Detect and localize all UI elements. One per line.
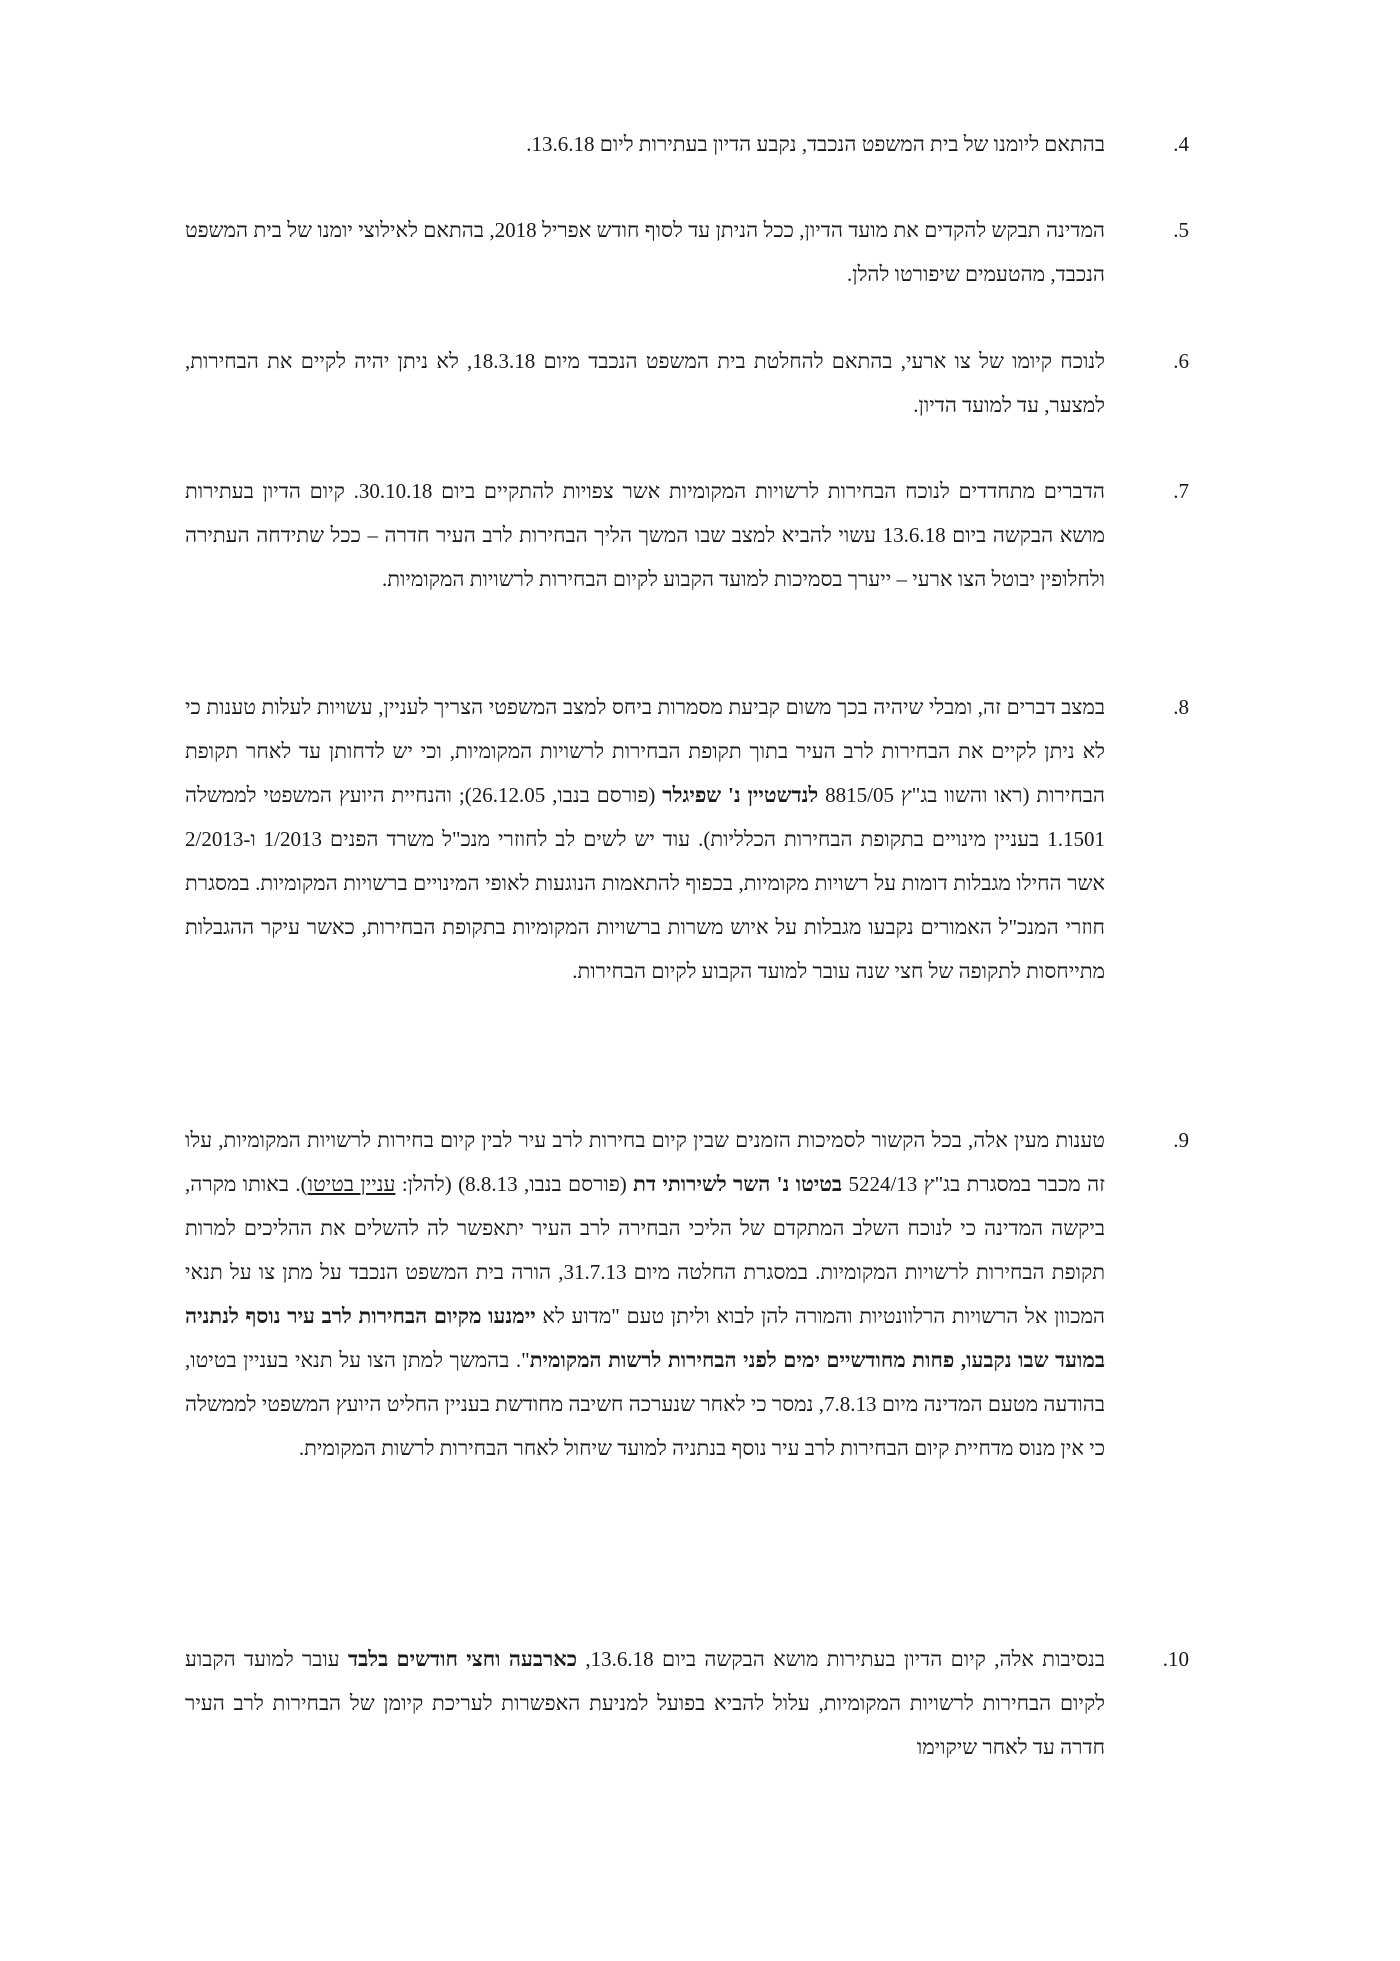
paragraph-text: הדברים מתחדדים לנוכח הבחירות לרשויות המקומיות אשר צפויות להתקיים ביום 30.10.18. קיום הדיון בעתירות מושא הבקשה ביום 13.6.18 עשוי להביא למצב שבו המשך הליך הבחירות לרב העיר חדרה – ככל שתידחה העתירה ולחלופין יבוטל הצו ארעי – ייערך בסמיכות למועד הקבוע לקיום הבחירות לרשויות המקומיות. <box>185 479 1105 591</box>
case-name: בטיטו נ' השר לשירותי דת <box>633 1172 843 1196</box>
paragraph-text: בנסיבות אלה, קיום הדיון בעתירות מושא הבקשה ביום 13.6.18, כארבעה וחצי חודשים בלבד עובר למועד הקבוע לקיום הבחירות לרשויות המקומיות, עלול להביא בפועל למניעת האפשרות לעריכת קיומן של הבחירות לרב העיר חדרה עד לאחר שיקוימו <box>185 1647 1106 1759</box>
court-order-quote: יימנעו מקיום הבחירות לרב עיר נוסף לנתניה במועד שבו נקבעו, פחות מחודשיים ימים לפני הבחירות לרשות המקומית <box>185 1304 1105 1372</box>
emphasis-duration: כארבעה וחצי חודשים בלבד <box>348 1647 578 1671</box>
paragraph-10 <box>185 1637 1189 1769</box>
paragraph-text: המדינה תבקש להקדים את מועד הדיון, ככל הניתן עד לסוף חודש אפריל 2018, בהתאם לאילוצי יומנו של בית המשפט הנכבד, מהטעמים שיפורטו להלן. <box>185 218 1105 286</box>
paragraph-number: .7 <box>1173 479 1189 503</box>
case-short-name: עניין בטיטו <box>307 1172 396 1196</box>
paragraph-number: .10 <box>1162 1647 1189 1671</box>
paragraph-number: .9 <box>1173 1128 1189 1152</box>
paragraph-5 <box>185 208 1189 296</box>
paragraph-number: .5 <box>1173 218 1189 242</box>
paragraph-text: לנוכח קיומו של צו ארעי, בהתאם להחלטת בית המשפט הנכבד מיום 18.3.18, לא ניתן יהיה לקיים את הבחירות, למצער, עד למועד הדיון. <box>185 349 1105 417</box>
paragraph-number: .6 <box>1173 349 1189 373</box>
case-name: לנדשטיין נ' שפיגלר <box>662 783 819 807</box>
paragraph-4 <box>185 122 1189 166</box>
paragraph-text: במצב דברים זה, ומבלי שיהיה בכך משום קביעת מסמרות ביחס למצב המשפטי הצריך לעניין, עשויות לעלות טענות כי לא ניתן לקיים את הבחירות לרב העיר בתוך תקופת הבחירות לרשויות המקומיות, וכי יש לדחותן עד לאחר תקופת הבחירות (ראו והשוו בג"ץ 8815/05 לנדשטיין נ' שפיגלר (פורסם בנבו, 26.12.05); והנחיית היועץ המשפטי לממשלה 1.1501 בעניין מינויים בתקופת הבחירות הכלליות). עוד יש לשים לב לחוזרי מנכ"ל משרד הפנים 1/2013 ו-2/2013 אשר החילו מגבלות דומות על רשויות מקומיות, בכפוף להתאמות הנוגעות לאופי המינויים ברשויות המקומיות. במסגרת חוזרי המנכ"ל האמורים נקבעו מגבלות על איוש משרות ברשויות המקומיות בתקופת הבחירות, כאשר עיקר ההגבלות מתייחסות לתקופה של חצי שנה עובר למועד הקבוע לקיום הבחירות. <box>185 695 1105 983</box>
paragraph-number: .4 <box>1173 132 1189 156</box>
paragraph-text: טענות מעין אלה, בכל הקשור לסמיכות הזמנים שבין קיום בחירות לרב עיר לבין קיום בחירות לרשויות המקומיות, עלו זה מכבר במסגרת בג"ץ 5224/13 בטיטו נ' השר לשירותי דת (פורסם בנבו, 8.8.13) (להלן: עניין בטיטו). באותו מקרה, ביקשה המדינה כי לנוכח השלב המתקדם של הליכי הבחירה לרב העיר יתאפשר לה להשלים את ההליכים למרות תקופת הבחירות לרשויות המקומיות. במסגרת החלטה מיום 31.7.13, הורה בית המשפט הנכבד על מתן צו על תנאי המכוון אל הרשויות הרלוונטיות והמורה להן לבוא וליתן טעם "מדוע לא יימנעו מקיום הבחירות לרב עיר נוסף לנתניה במועד שבו נקבעו, פחות מחודשיים ימים לפני הבחירות לרשות המקומית". בהמשך למתן הצו על תנאי בעניין בטיטו, בהודעה מטעם המדינה מיום 7.8.13, נמסר כי לאחר שנערכה חשיבה מחודשת בעניין החליט היועץ המשפטי לממשלה כי אין מנוס מדחיית קיום הבחירות לרב עיר נוסף בנתניה למועד שיחול לאחר הבחירות לרשות המקומית. <box>185 1128 1105 1460</box>
paragraph-text: בהתאם ליומנו של בית המשפט הנכבד, נקבע הדיון בעתירות ליום 13.6.18. <box>526 132 1105 156</box>
paragraph-6 <box>185 339 1189 427</box>
paragraph-number: .8 <box>1173 695 1189 719</box>
paragraph-9 <box>185 1118 1189 1470</box>
paragraph-7 <box>185 469 1189 601</box>
paragraph-8 <box>185 685 1189 993</box>
